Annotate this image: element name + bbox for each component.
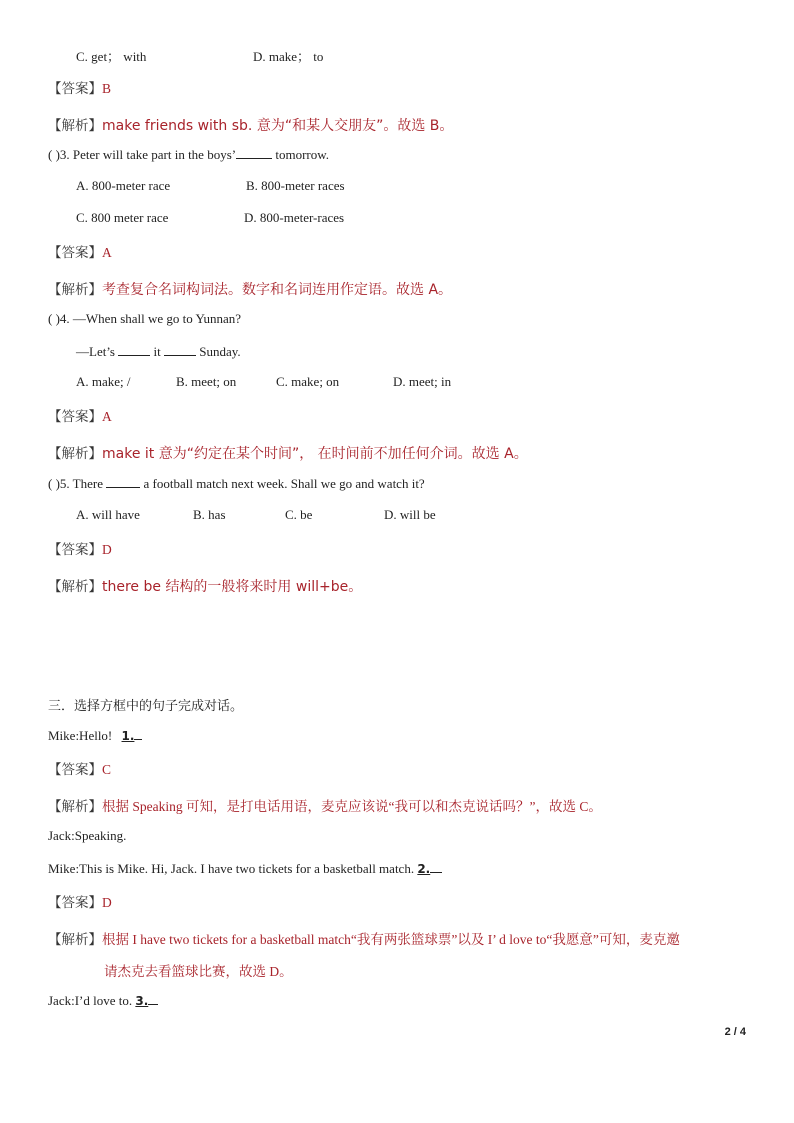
numbered-blank: 2. bbox=[417, 862, 431, 876]
answer-2 bbox=[48, 77, 111, 98]
dialogue-text: Mike:Hello! bbox=[48, 728, 113, 743]
blank-tail bbox=[430, 860, 442, 873]
explanation-4 bbox=[48, 442, 528, 463]
explanation-5 bbox=[48, 575, 362, 596]
answer-tag: 【答案】 bbox=[48, 542, 102, 558]
explain-tag: 【解析】 bbox=[48, 579, 102, 595]
answer-tag: 【答案】 bbox=[48, 245, 102, 261]
dialogue-line-3 bbox=[48, 992, 158, 1009]
line-text: it bbox=[153, 344, 161, 359]
line-text: Sunday. bbox=[199, 344, 241, 359]
option-b: B. 800-meter races bbox=[246, 178, 345, 193]
answer-tag: 【答案】 bbox=[48, 895, 102, 911]
explain-text: make friends with sb. 意为“和某人交朋友”。故选 B。 bbox=[102, 118, 454, 134]
answer-blank bbox=[106, 475, 140, 488]
explain-tag: 【解析】 bbox=[48, 932, 102, 948]
answer-value: A bbox=[102, 409, 112, 424]
explanation-d1 bbox=[48, 795, 602, 816]
explain-tag: 【解析】 bbox=[48, 799, 102, 815]
explain-tag: 【解析】 bbox=[48, 118, 102, 134]
question-4-stem: ( )4. —When shall we go to Yunnan? bbox=[48, 311, 242, 326]
answer-blank bbox=[236, 146, 272, 159]
option-d: D. will be bbox=[384, 507, 436, 522]
explain-text: there be 结构的一般将来时用 will+be。 bbox=[102, 579, 363, 595]
answer-blank bbox=[118, 343, 150, 356]
page-number: 2 / 4 bbox=[724, 1026, 746, 1038]
answer-value: D bbox=[102, 542, 112, 557]
dialogue-line-1 bbox=[48, 727, 142, 744]
answer-d2 bbox=[48, 891, 112, 912]
answer-blank bbox=[164, 343, 196, 356]
blank-tail bbox=[148, 992, 158, 1005]
answer-5 bbox=[48, 538, 112, 559]
answer-value: D bbox=[102, 895, 112, 910]
answer-value: A bbox=[102, 245, 112, 260]
option-d: D. 800-meter-races bbox=[244, 210, 345, 225]
answer-4 bbox=[48, 405, 112, 426]
explain-tag: 【解析】 bbox=[48, 282, 102, 298]
option-c: C. 800 meter race bbox=[76, 210, 169, 225]
dialogue-jack-speaking: Jack:Speaking. bbox=[48, 828, 127, 843]
stem-text: ( )5. There bbox=[48, 476, 103, 491]
explain-text: make it 意为“约定在某个时间”， 在时间前不加任何介词。故选 A。 bbox=[102, 446, 528, 462]
answer-tag: 【答案】 bbox=[48, 81, 102, 97]
numbered-blank: 3. bbox=[135, 994, 149, 1008]
option-d: D. meet; in bbox=[393, 374, 452, 389]
stem-text-end: tomorrow. bbox=[272, 147, 330, 162]
dialogue-text: Jack:I’d love to. bbox=[48, 993, 133, 1008]
option-c: C. be bbox=[285, 507, 313, 522]
stem-text-end: a football match next week. Shall we go and watch it? bbox=[143, 476, 425, 491]
option-d: D. make； to bbox=[253, 49, 324, 64]
line-text: —Let’s bbox=[76, 344, 115, 359]
explain-text: 考查复合名词构词法。数字和名词连用作定语。故选 A。 bbox=[102, 282, 453, 298]
blank-tail bbox=[134, 727, 142, 740]
option-c: C. make; on bbox=[276, 374, 340, 389]
answer-d1 bbox=[48, 758, 111, 779]
explanation-3 bbox=[48, 278, 452, 299]
explanation-2 bbox=[48, 114, 453, 135]
explain-text: 根据 I have two tickets for a basketball match“我有两张篮球票”以及 I’ d love to“我愿意”可知，麦克邀 bbox=[102, 932, 680, 947]
section-3-title: 三．选择方框中的句子完成对话。 bbox=[48, 699, 244, 714]
stem-text: ( )3. Peter will take part in the boys’ bbox=[48, 147, 237, 162]
option-a: A. will have bbox=[76, 507, 140, 522]
answer-value: C bbox=[102, 762, 112, 777]
explain-text: 根据 Speaking 可知，是打电话用语，麦克应该说“我可以和杰克说话吗？”，故选 C。 bbox=[102, 799, 602, 814]
explain-tag: 【解析】 bbox=[48, 446, 102, 462]
option-a: A. make; / bbox=[76, 374, 131, 389]
question-5-stem bbox=[48, 475, 425, 492]
option-b: B. meet; on bbox=[176, 374, 237, 389]
question-3-stem bbox=[48, 146, 329, 163]
explanation-d2 bbox=[48, 928, 680, 949]
numbered-blank: 1. bbox=[121, 729, 135, 743]
answer-tag: 【答案】 bbox=[48, 762, 102, 778]
option-a: A. 800-meter race bbox=[76, 178, 171, 193]
answer-value: B bbox=[102, 81, 112, 96]
explain-text: 请杰克去看篮球比赛，故选 D。 bbox=[104, 964, 293, 979]
dialogue-line-2 bbox=[48, 860, 442, 877]
dialogue-text: Mike:This is Mike. Hi, Jack. I have two tickets for a basketball match. bbox=[48, 861, 415, 876]
option-c: C. get； with bbox=[76, 49, 147, 64]
answer-3 bbox=[48, 241, 112, 262]
question-4-line2 bbox=[76, 343, 241, 360]
explanation-d2-continued bbox=[104, 960, 293, 981]
option-b: B. has bbox=[193, 507, 226, 522]
answer-tag: 【答案】 bbox=[48, 409, 102, 425]
